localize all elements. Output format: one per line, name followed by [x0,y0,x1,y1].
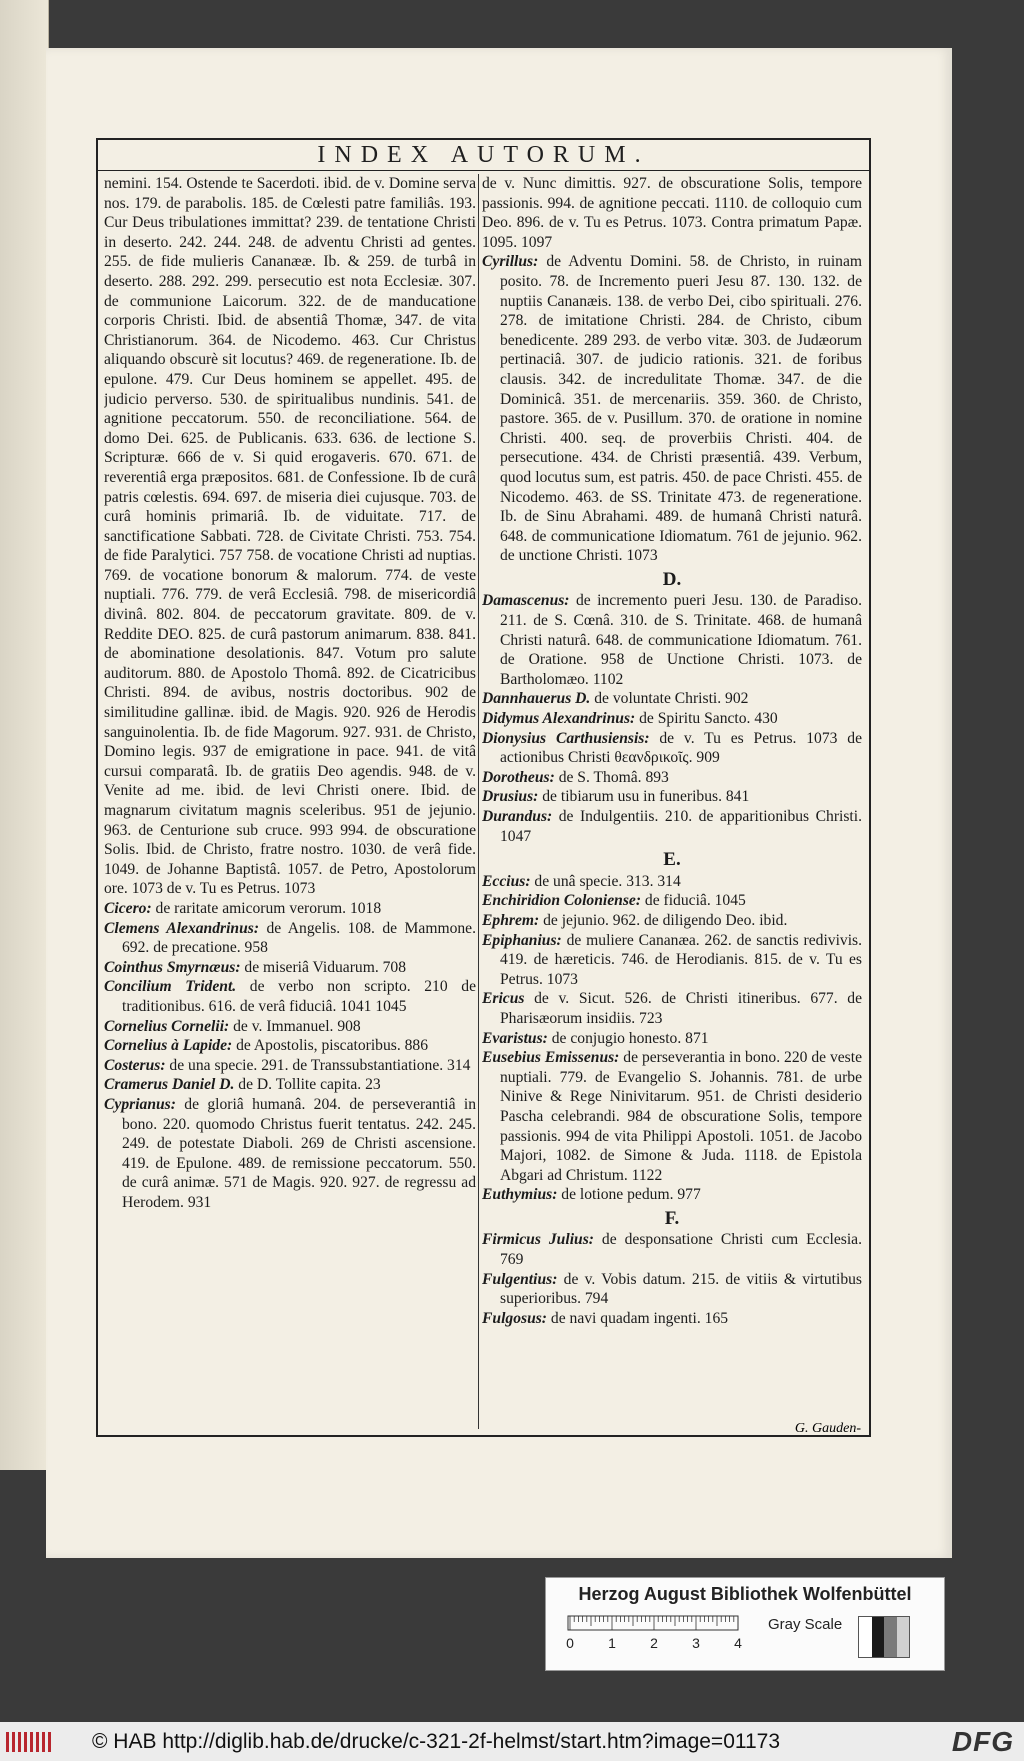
entry-text: de verbo non scripto. 210 de traditionibus. 616. de verâ fiduciâ. 1041 1045 [122,978,476,1015]
entry-text: de conjugio honesto. 871 [547,1029,709,1047]
page-header: INDEX AUTORUM. [98,140,869,171]
author-name: Cointhus Smyrnæus: [104,958,241,976]
section-letter: F. [664,1207,680,1229]
source-url[interactable]: © HAB http://diglib.hab.de/drucke/c-321-2f-helmst/start.htm?image=01173 [92,1729,781,1753]
entry-text: de v. Tu es Petrus. 1073 de actionibus Christi θεανδρικοῖς. 909 [500,729,862,767]
index-entry [482,931,862,990]
entry-text: nemini. 154. Ostende te Sacerdoti. ibid. de v. Domine serva nos. 179. de parabolis. 185. de Cœlesti patre familiâs. 193. Cur Deus tribulationes immittat? 239. de tentatione Christi in deserto. 242. 244. 248. de adventu Christi ad gentes. 255. de fide mulieris Cananææ. Ib. & 259. de turbâ in deserto. 288. 292. 299. persecutio est nota Ecclesiæ. 307. de communione Laicorum. 322. de de manducatione corporis Christi. Ibid. de absentiâ Thomæ, 347. de vita Christianorum. 364. de Nicodemo. 463. Cur Christus aliquando obscurè sit locutus? 469. de regeneratione. Ib. de epulone. 479. Cur Deus hominem se appellet. 495. de judicio perverso. 530. de spiritualibus nundinis. 541. de agnitione peccatorum. 550. de reconciliatione. 564. de domo Dei. 625. de Publicanis. 633. 636. de lectione S. Scripturæ. 666 de v. Si quid erogaveris. 670. 671. de reverentiâ erga præpositos. 681. de Confessione. Ib de curâ patris cœlestis. 694. 697. de miseria diei cujusque. 703. de curâ hominis primariâ. Ib. de viduitate. 717. de sanctificatione Sabbati. 728. de Civitate Christi. 753. 754. de fide Paralytici. 757 758. de vocatione Christi ad nuptias. 769. de vocatione bonorum & malorum. 774. de veste nuptiali. 776. 779. de verâ Ecclesiâ. 798. de misericordiâ divinâ. 802. 804. de peccatorum gravitate. 809. de v. Reddite DEO. 825. de curâ pastorum animarum. 838. 841. de abominatione desolationis. 847. Votum pro salute auditorum. 880. de Apostolo Thomâ. 892. de Cicatricibus Christi. 894. de avibus, nostris doctoribus. 902 de similitudine gallinæ. ibid. de Magis. 920. 926 de Herodis sanguinolentia. Ib. de fide Magorum. 927. 931. de Christo, Domino legis. 937 de emigratione in pace. 941. de vitâ cursui comparatâ. Ib. de gratiis Deo agendis. 948. de v. Venite ad me. ibid. de levi Christi onere. Ibid. de magnarum civitatum magnis sceleribus. 951 de jejunio. 963. de Centurione sub cruce. 993 994. de obscuratione Solis. Ibid. de Christo, fratre nostro. 1030. de verâ fide. 1049. de Johanne Baptistâ. 1057. de Petro, Apostolorum ore. 1073 de v. Tu es Petrus. 1073 [104,175,476,898]
entry-text: de v. Sicut. 526. de Christi itineribus. 677. de Pharisæorum insidiis. 723 [500,990,862,1027]
author-name: Dorotheus: [482,768,555,786]
gray-patch [859,1617,872,1657]
author-name: Evaristus: [482,1029,548,1047]
ruler-number: 4 [734,1635,742,1651]
gray-scale-label: Gray Scale [768,1616,843,1633]
author-name: Dionysius Carthusiensis: [482,729,650,747]
index-entry [482,768,862,788]
author-name: Damascenus: [482,592,570,610]
index-entry [482,1309,862,1329]
index-entry [482,1029,862,1049]
entry-text: de perseverantia in bono. 220 de veste nuptiali. 779. de Evangelio S. Johannis. 781. de urbe Ninive & Rege Ninivitarum. 951. de Christi desiderio Pascha celebrandi. 984 de obscuratione Solis, tempore passionis. 994 de vita Philippi Apostoli. 1051. de Jacobo Majori, 1082. de Simone & Juda. 1118. de Epistola Abgari ad Christum. 1122 [500,1049,862,1184]
author-name: Epiphanius: [482,931,562,949]
entry-text: de raritate amicorum verorum. 1018 [151,899,382,917]
entry-text: de S. Thomâ. 893 [554,768,669,786]
viewer-footer [0,1722,1024,1761]
entry-text: de Apostolis, piscatoribus. 886 [232,1037,429,1055]
entry-text: de Indulgentiis. 210. de apparitionibus Christi. 1047 [500,808,862,845]
index-entry [104,958,476,978]
entry-text: de tibiarum usu in funeribus. 841 [538,788,750,806]
section-letter: D. [662,568,682,590]
index-entry [482,787,862,807]
entry-text: de v. Immanuel. 908 [229,1017,361,1035]
author-name: Euthymius: [482,1186,558,1204]
author-name: Durandus: [482,808,553,825]
logo-bar [12,1732,15,1752]
left-column [104,174,476,1427]
ruler-number: 1 [608,1635,616,1651]
author-name: Cramerus Daniel D. [104,1076,235,1094]
scale-ruler [564,1612,764,1662]
author-name: Fulgosus: [482,1309,548,1327]
index-entry [104,1056,476,1076]
author-name: Ephrem: [482,911,540,929]
entry-text: de Angelis. 108. de Mammone. 692. de precatione. 958 [122,919,476,957]
entry-text: de voluntate Christi. 902 [590,690,749,708]
gray-patch [897,1617,910,1657]
index-entry [104,1075,476,1095]
index-entry [104,1017,476,1037]
entry-text: de Spiritu Sancto. 430 [635,710,778,728]
author-name: Cicero: [104,899,152,917]
author-name: Didymus Alexandrinus: [482,710,636,728]
gray-patch [884,1617,897,1657]
logo-bar [42,1732,45,1752]
entry-text: de incremento pueri Jesu. 130. de Paradiso. 211. de S. Cœnâ. 310. de S. Trinitate. 468. de humanâ Christi naturâ. 648. de communicatione Idiomatum. 761. de Oratione. 958 de Unctione Christi. 1073. de Bartholomæo. 1102 [500,592,862,688]
index-entry [482,807,862,846]
author-name: Cyprianus: [104,1095,176,1113]
author-name: Eccius: [482,872,531,890]
logo-bar [48,1732,51,1752]
author-name: Costerus: [104,1056,166,1074]
index-entry [104,919,476,958]
author-name: Firmicus Julius: [482,1231,594,1249]
ruler-number: 0 [566,1635,574,1651]
index-entry [104,174,476,899]
entry-text: de unâ specie. 313. 314 [530,872,681,890]
author-name: Drusius: [482,788,539,806]
index-entry [482,1185,862,1205]
index-entry [482,729,862,768]
author-name: Concilium Trident. [104,978,237,996]
index-entry [482,252,862,566]
entry-text: de gloriâ humanâ. 204. de perseverantiâ in bono. 220. quomodo Christus fuerit tentatus. 242. 245. 249. de potestate Diaboli. 269 de Christi ascensione. 419. de Epulone. 489. de remissione peccatorum. 550. de curâ animæ. 571 de Magis. 920. 927. de regressu ad Herodem. 931 [122,1095,476,1211]
entry-text: de v. Nunc dimittis. 927. de obscuratione Solis, tempore passionis. 994. de agnitione peccati. 1110. de colloquio cum Deo. 896. de v. Tu es Petrus. 1073. Contra primatum Papæ. 1095. 1097 [482,175,862,251]
entry-text: de lotione pedum. 977 [557,1186,701,1204]
index-entry [482,591,862,689]
color-calibration-card [545,1577,945,1671]
entry-text: de fiduciâ. 1045 [641,892,746,910]
entry-text: de desponsatione Christi cum Ecclesia. 769 [500,1231,862,1269]
index-entry [482,1048,862,1185]
entry-text: de D. Tollite capita. 23 [234,1076,381,1094]
ruler-number: 3 [692,1635,700,1651]
entry-text: de una specie. 291. de Transsubstantiatione. 314 [165,1056,471,1074]
author-name: Cornelius Cornelii: [104,1017,230,1035]
index-entry [482,689,862,709]
index-entry [482,911,862,931]
facing-page-edge [0,0,49,1470]
logo-bar [36,1732,39,1752]
ruler-number: 2 [650,1635,658,1651]
index-entry [104,1095,476,1213]
index-entry [482,1270,862,1309]
author-name: Clemens Alexandrinus: [104,919,260,937]
section-letter: E. [663,849,681,871]
author-name: Dannhauerus D. [482,690,591,708]
author-name: Enchiridion Coloniense: [482,892,642,910]
index-entry [104,977,476,1016]
right-column [482,174,862,1427]
index-entry [482,891,862,911]
logo-bar [6,1732,9,1752]
logo-bar [18,1732,21,1752]
author-name: Cornelius à Lapide: [104,1037,233,1055]
logo-bar [30,1732,33,1752]
catchword: G. Gauden- [794,1421,861,1436]
column-divider [478,174,479,1429]
entry-text: de jejunio. 962. de diligendo Deo. ibid. [539,911,788,929]
gray-patches [858,1616,910,1658]
library-name: Herzog August Bibliothek Wolfenbüttel [578,1584,912,1604]
entry-text: de miseriâ Viduarum. 708 [240,958,407,976]
author-name: Eusebius Emissenus: [482,1049,620,1067]
index-frame [96,138,871,1437]
entry-text: de muliere Cananæa. 262. de sanctis redivivis. 419. de hæreticis. 746. de Herodianis. 815. de v. Tu es Petrus. 1073 [500,931,862,988]
index-entry [482,989,862,1028]
entry-text: de Adventu Domini. 58. de Christo, in ruinam posito. 78. de Incremento pueri Jesu 87. 130. 132. de nuptiis Cananæis. 138. de verbo Dei, cibo spirituali. 276. 278. de imitatione Christi. 284. de Christo, cibum benedicente. 289 293. de verbo vitæ. 303. de Judæorum pertinaciâ. 307. de judicio rationis. 321. de foribus clausis. 342. de incredulitate Thomæ. 347. de die Dominicâ. 351. de mercenariis. 359. 360. de Christo, pastore. 365. de v. Pusillum. 370. de oratione in nomine Christi. 400. seq. de proverbiis Christi. 404. de persecutione. 434. de Christi præsentiâ. 439. Verbum, quod locutus sum, est patris. 450. de pace Christi. 455. de Nicodemo. 463. de SS. Trinitate 473. de regeneratione. Ib. de Sinu Abrahami. 489. de humanâ Christi naturâ. 648. de communicatione Idiomatum. 761 de jejunio. 962. de unctione Christi. 1073 [500,253,862,565]
logo-bar [24,1732,27,1752]
index-entry [104,1036,476,1056]
index-entry [482,709,862,729]
index-entry [104,899,476,919]
author-name: Cyrillus: [482,253,539,271]
dfg-logo: DFG [951,1725,1014,1757]
author-name: Ericus [482,990,525,1008]
gray-patch [872,1617,885,1657]
author-name: Fulgentius: [482,1270,558,1288]
index-entry [482,872,862,892]
hab-logo-icon [2,1728,62,1756]
entry-text: de navi quadam ingenti. 165 [547,1309,729,1327]
entry-text: de v. Vobis datum. 215. de vitiis & virtutibus superioribus. 794 [500,1270,862,1308]
index-entry [482,174,862,252]
index-entry [482,1230,862,1269]
